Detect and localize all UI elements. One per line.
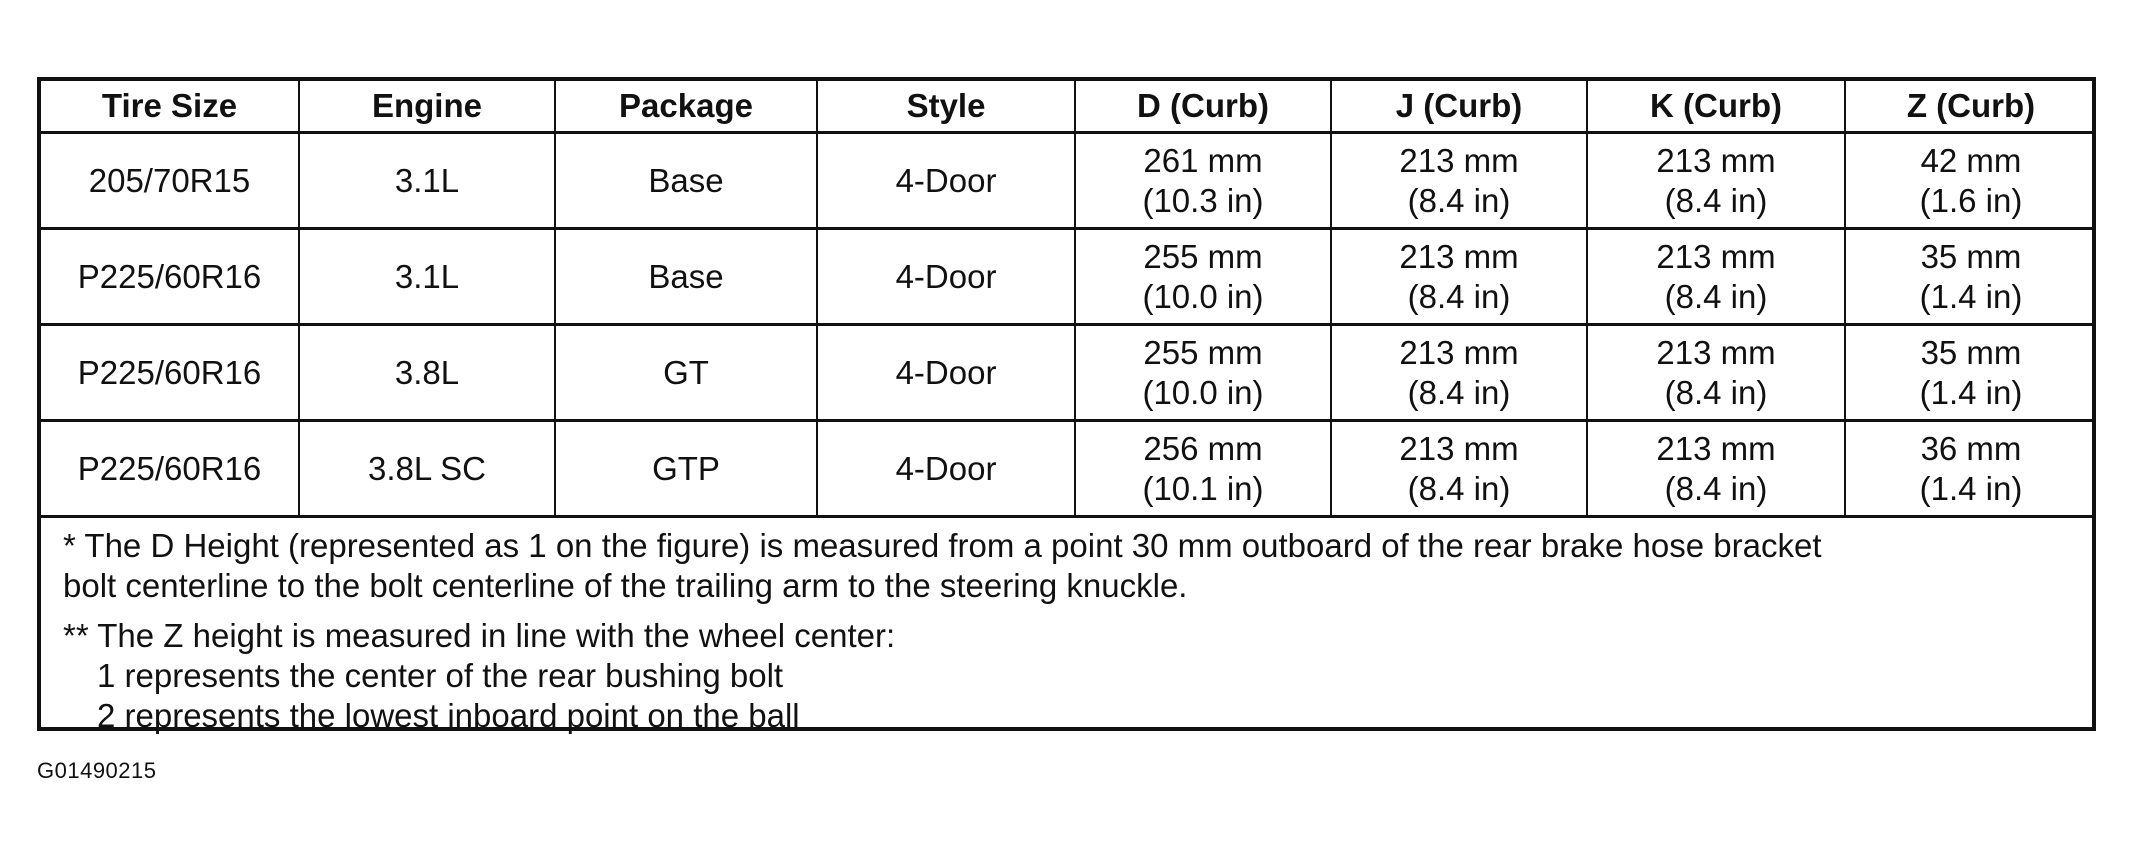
cell-engine: 3.8L [299, 325, 555, 421]
cell-tire-size: P225/60R16 [41, 421, 299, 517]
z-curb-in: (1.4 in) [1919, 469, 2023, 507]
k-curb-mm: 213 mm [1656, 333, 1776, 371]
d-curb-mm: 255 mm [1143, 237, 1263, 275]
j-curb-in: (8.4 in) [1407, 181, 1511, 219]
table-row [41, 325, 2096, 421]
k-curb-mm: 213 mm [1656, 141, 1776, 179]
j-curb-in: (8.4 in) [1407, 469, 1511, 507]
cell-k-curb [1587, 229, 1845, 325]
k-curb-in: (8.4 in) [1664, 277, 1768, 315]
cell-z-curb [1845, 325, 2096, 421]
table-row [41, 229, 2096, 325]
cell-d-curb [1075, 133, 1331, 229]
cell-engine: 3.8L SC [299, 421, 555, 517]
z-curb-mm: 35 mm [1920, 333, 2022, 371]
cell-j-curb [1331, 229, 1587, 325]
k-curb-in: (8.4 in) [1664, 373, 1768, 411]
cell-k-curb [1587, 421, 1845, 517]
cell-tire-size: P225/60R16 [41, 229, 299, 325]
d-curb-mm: 255 mm [1143, 333, 1263, 371]
z-height-note-item: 1 represents the center of the rear bushing bolt [97, 657, 784, 694]
z-height-note [63, 616, 2092, 736]
d-height-note-line: bolt centerline to the bolt centerline of the trailing arm to the steering knuckle. [63, 567, 1188, 604]
cell-d-curb [1075, 229, 1331, 325]
d-curb-mm: 256 mm [1143, 429, 1263, 467]
cell-j-curb [1331, 133, 1587, 229]
cell-package: Base [555, 133, 817, 229]
j-curb-mm: 213 mm [1399, 429, 1519, 467]
header-d-curb: D (Curb) [1075, 81, 1331, 133]
k-curb-mm: 213 mm [1656, 429, 1776, 467]
cell-z-curb [1845, 421, 2096, 517]
j-curb-in: (8.4 in) [1407, 373, 1511, 411]
d-height-note-line: * The D Height (represented as 1 on the figure) is measured from a point 30 mm outboard of the rear brake hose bracket [63, 527, 1822, 564]
cell-k-curb [1587, 133, 1845, 229]
z-curb-in: (1.6 in) [1919, 181, 2023, 219]
z-curb-mm: 36 mm [1920, 429, 2022, 467]
cell-package: GT [555, 325, 817, 421]
cell-k-curb [1587, 325, 1845, 421]
table-row [41, 421, 2096, 517]
header-j-curb: J (Curb) [1331, 81, 1587, 133]
d-curb-in: (10.0 in) [1142, 277, 1264, 315]
z-curb-mm: 35 mm [1920, 237, 2022, 275]
z-height-note-item: 2 represents the lowest inboard point on the ball [97, 697, 800, 734]
cell-z-curb [1845, 229, 2096, 325]
header-k-curb: K (Curb) [1587, 81, 1845, 133]
header-z-curb: Z (Curb) [1845, 81, 2096, 133]
d-curb-in: (10.3 in) [1142, 181, 1264, 219]
j-curb-mm: 213 mm [1399, 141, 1519, 179]
cell-tire-size: 205/70R15 [41, 133, 299, 229]
z-curb-in: (1.4 in) [1919, 373, 2023, 411]
cell-style: 4-Door [817, 229, 1075, 325]
figure-id: G01490215 [37, 758, 157, 783]
cell-engine: 3.1L [299, 133, 555, 229]
curb-height-spec-sheet [37, 77, 2096, 734]
z-curb-in: (1.4 in) [1919, 277, 2023, 315]
cell-package: Base [555, 229, 817, 325]
cell-j-curb [1331, 325, 1587, 421]
j-curb-mm: 213 mm [1399, 333, 1519, 371]
z-height-note-heading: ** The Z height is measured in line with the wheel center: [63, 617, 896, 654]
header-tire-size: Tire Size [41, 81, 299, 133]
cell-engine: 3.1L [299, 229, 555, 325]
cell-style: 4-Door [817, 421, 1075, 517]
table-row [41, 133, 2096, 229]
header-engine: Engine [299, 81, 555, 133]
cell-z-curb [1845, 133, 2096, 229]
d-curb-mm: 261 mm [1143, 141, 1263, 179]
table-header-row [41, 81, 2096, 133]
curb-height-spec-table [41, 81, 2096, 518]
j-curb-mm: 213 mm [1399, 237, 1519, 275]
cell-d-curb [1075, 421, 1331, 517]
cell-package: GTP [555, 421, 817, 517]
header-package: Package [555, 81, 817, 133]
k-curb-mm: 213 mm [1656, 237, 1776, 275]
j-curb-in: (8.4 in) [1407, 277, 1511, 315]
cell-style: 4-Door [817, 325, 1075, 421]
cell-j-curb [1331, 421, 1587, 517]
z-curb-mm: 42 mm [1920, 141, 2022, 179]
cell-d-curb [1075, 325, 1331, 421]
k-curb-in: (8.4 in) [1664, 469, 1768, 507]
footnotes [41, 518, 2092, 736]
k-curb-in: (8.4 in) [1664, 181, 1768, 219]
d-curb-in: (10.1 in) [1142, 469, 1264, 507]
d-height-note [63, 526, 2092, 606]
d-curb-in: (10.0 in) [1142, 373, 1264, 411]
cell-tire-size: P225/60R16 [41, 325, 299, 421]
header-style: Style [817, 81, 1075, 133]
cell-style: 4-Door [817, 133, 1075, 229]
